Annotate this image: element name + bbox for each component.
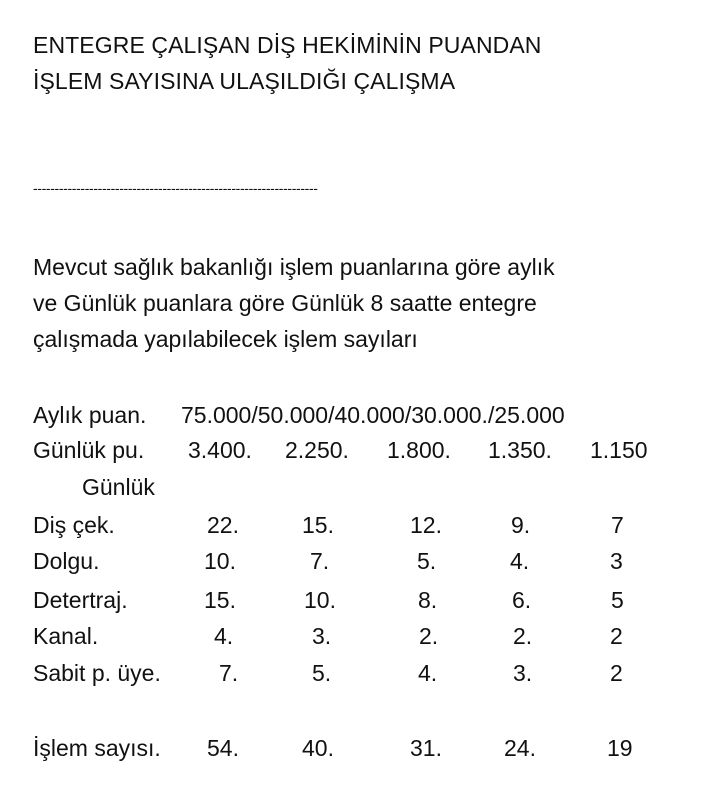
section-label-daily: Günlük [82,474,155,500]
daily-points-value: 1.350. [488,437,552,463]
description-line-3: çalışmada yapılabilecek işlem sayıları [33,326,418,352]
row-value: 2. [419,623,439,649]
row-value: 5 [611,587,624,613]
row-value: 5. [417,548,437,574]
row-value: 22. [207,512,239,538]
row-value: 3. [513,660,533,686]
total-value: 40. [302,735,334,761]
total-value: 54. [207,735,239,761]
daily-points-value: 3.400. [188,437,252,463]
row-value: 2 [610,660,623,686]
daily-points-value: 1.800. [387,437,451,463]
row-value: 15. [302,512,334,538]
total-value: 24. [504,735,536,761]
row-value: 3 [610,548,623,574]
title-line-1: ENTEGRE ÇALIŞAN DİŞ HEKİMİNİN PUANDAN [33,32,542,58]
row-value: 4. [214,623,234,649]
row-value: 5. [312,660,332,686]
row-label: Kanal. [33,623,99,649]
total-value: 31. [410,735,442,761]
row-value: 7. [310,548,330,574]
row-value: 15. [204,587,236,613]
daily-points-label: Günlük pu. [33,437,145,463]
title-line-2: İŞLEM SAYISINA ULAŞILDIĞI ÇALIŞMA [33,68,456,94]
divider-line: ------------------------------------------------------------------ [33,180,318,196]
row-value: 10. [304,587,336,613]
daily-points-value: 1.150 [590,437,648,463]
description-line-2: ve Günlük puanlara göre Günlük 8 saatte entegre [33,290,537,316]
monthly-points-label: Aylık puan. [33,402,147,428]
row-value: 6. [512,587,532,613]
row-label: Sabit p. üye. [33,660,161,686]
row-label: Dolgu. [33,548,100,574]
monthly-points-values: 75.000/50.000/40.000/30.000./25.000 [181,402,565,428]
row-value: 3. [312,623,332,649]
row-value: 2. [513,623,533,649]
row-value: 4. [510,548,530,574]
row-value: 2 [610,623,623,649]
row-label: Detertraj. [33,587,128,613]
row-value: 9. [511,512,531,538]
description-line-1: Mevcut sağlık bakanlığı işlem puanlarına göre aylık [33,254,555,280]
row-value: 8. [418,587,438,613]
row-value: 7 [611,512,624,538]
row-label: Diş çek. [33,512,115,538]
total-value: 19 [607,735,633,761]
row-value: 4. [418,660,438,686]
total-label: İşlem sayısı. [33,735,161,761]
row-value: 10. [204,548,236,574]
daily-points-value: 2.250. [285,437,349,463]
row-value: 12. [410,512,442,538]
row-value: 7. [219,660,239,686]
